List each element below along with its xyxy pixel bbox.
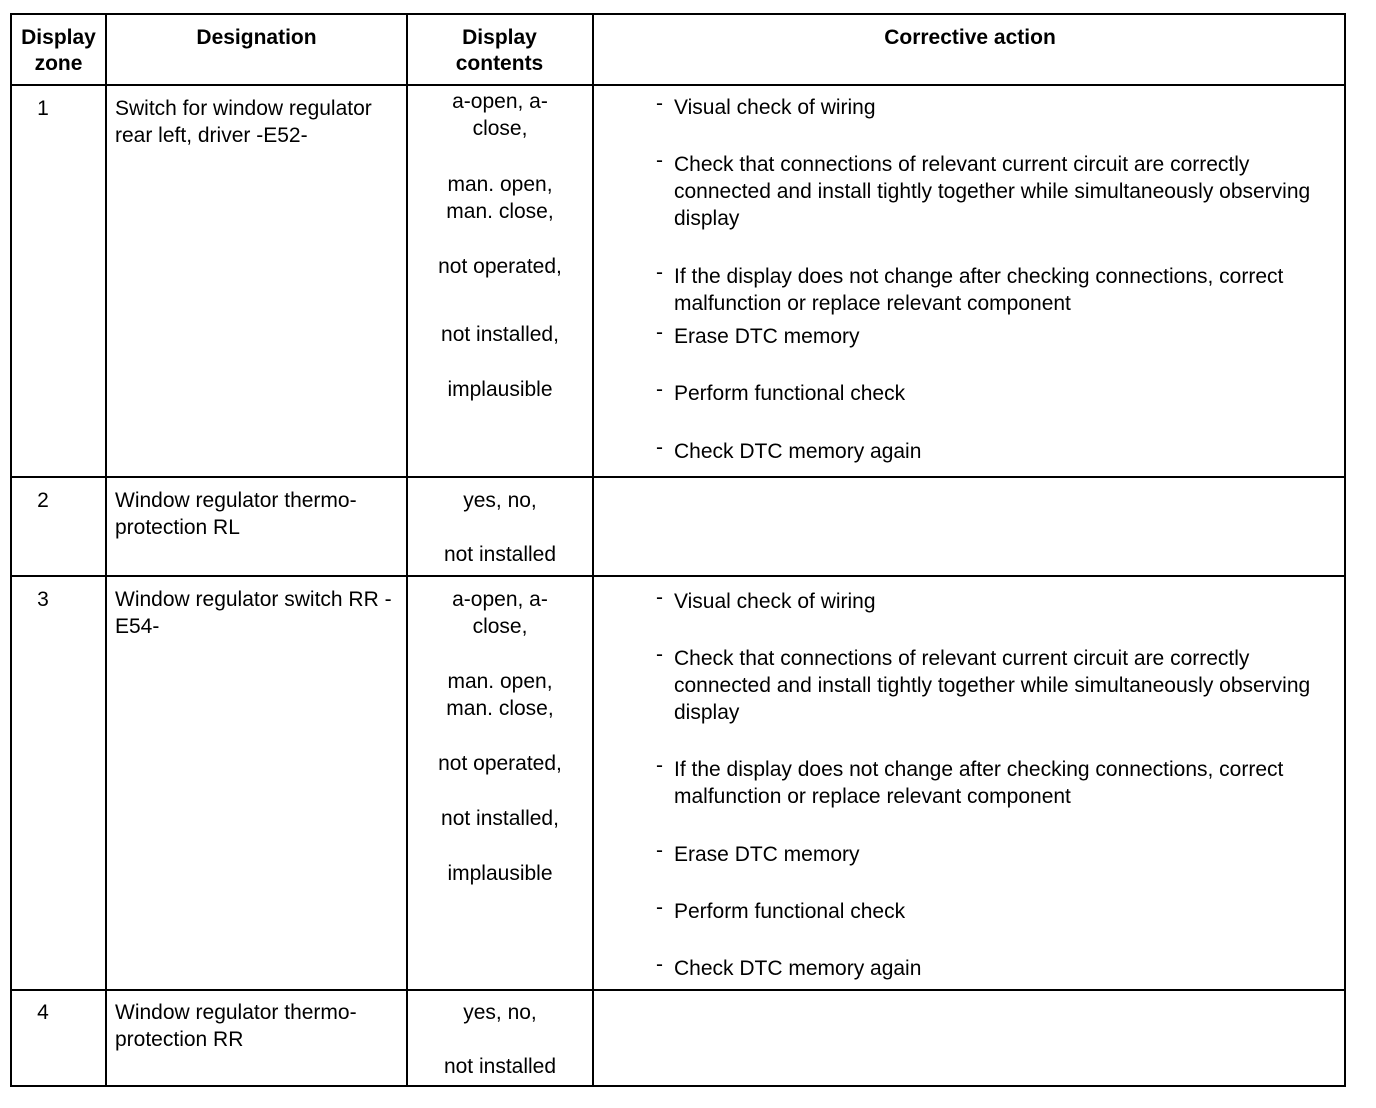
column-divider [406, 15, 408, 1085]
header-display-contents: Display contents [455, 26, 544, 75]
contents-item: implausible [447, 378, 553, 401]
contents-item: man. open, man. close, [446, 670, 554, 720]
zone-cell: 3 [37, 588, 49, 611]
header-designation: Designation [196, 26, 317, 49]
designation-cell: Window regulator thermo-protection RL [115, 489, 357, 539]
row-divider [12, 476, 1344, 478]
contents-item: not installed, [441, 323, 559, 346]
contents-item: implausible [447, 862, 553, 885]
contents-item: a-open, a-close, [452, 588, 548, 638]
contents-item: not operated, [438, 255, 562, 278]
contents-item: yes, no, [463, 489, 537, 512]
designation-cell: Switch for window regulator rear left, driver -E52- [115, 97, 372, 147]
header-corrective-action: Corrective action [884, 26, 1056, 49]
diagnostic-table: Display zone Designation Display contents Corrective action 1 Switch for window regulator rear left, driver -E52- a-open, a-close, man. open, man. close, not operated, not installed, implausible - Visual check of wiring - Check that connections of relevant current circuit are correctly connected and install tightly together while simultaneously observing display - If the display does not change after checking connections, correct malfunction or replace relevant component - Erase DTC memory - Perform functional check - Check DTC memory again 2 Window regulator thermo-protection RL yes, no, not installed 3 Window regulator switch RR -E54- a-open, a-close, man. open, man. close, not operated, not installed, implausible - Visual check of wiring - Check that connections of relevant current circuit are correctly connected and install tightly together while simultaneously observing display - If the display does not change after checking connections, correct malfunction or replace relevant component - Erase DTC memory - Perform functional check - Check DTC memory again 4 Window regulator thermo-protection RR yes, no, not installed [10, 13, 1346, 1087]
contents-item: not installed, [441, 807, 559, 830]
contents-item: not installed [443, 543, 557, 566]
zone-cell: 4 [37, 1001, 49, 1024]
row-divider [12, 989, 1344, 991]
header-display-zone: Display zone [21, 26, 96, 75]
row-divider [12, 84, 1344, 86]
column-divider [105, 15, 107, 1085]
contents-item: not operated, [438, 752, 562, 775]
column-divider [592, 15, 594, 1085]
designation-cell: Window regulator switch RR -E54- [115, 588, 392, 638]
zone-cell: 2 [37, 489, 49, 512]
designation-cell: Window regulator thermo-protection RR [115, 1001, 357, 1051]
zone-cell: 1 [37, 97, 49, 120]
contents-item: a-open, a-close, [452, 90, 548, 140]
contents-item: yes, no, [463, 1001, 537, 1024]
contents-item: man. open, man. close, [446, 173, 554, 223]
row-divider [12, 575, 1344, 577]
contents-item: not installed [443, 1055, 557, 1078]
